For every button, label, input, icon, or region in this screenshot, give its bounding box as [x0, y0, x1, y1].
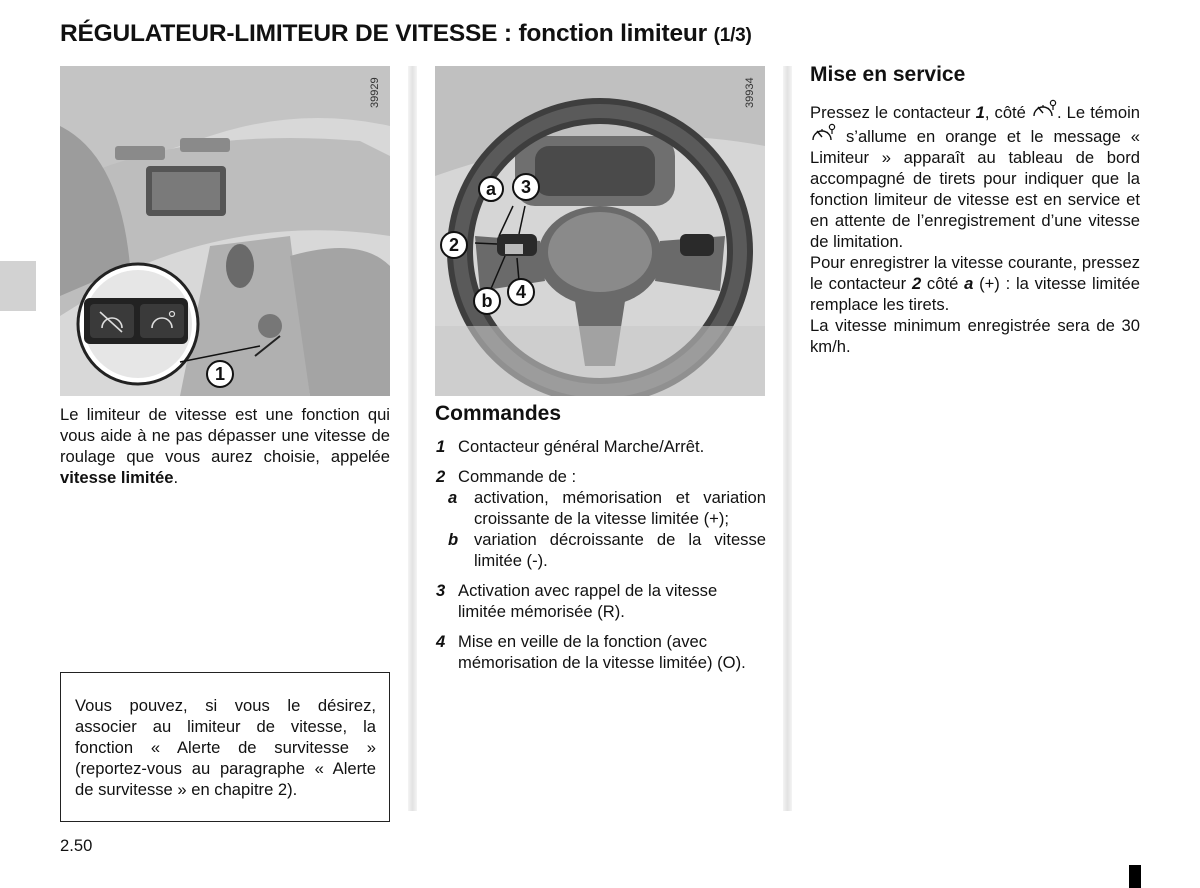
- steering-wheel-photo: [435, 66, 765, 396]
- text-fragment: Pour enregistrer la vitesse courante, pressez le contacteur: [810, 253, 1140, 293]
- mise-en-service-text: [810, 99, 1140, 357]
- list-item: [436, 580, 766, 622]
- page-title: [60, 20, 752, 48]
- switch-number: 2: [911, 274, 922, 293]
- speed-limiter-icon: [810, 123, 836, 145]
- sub-list-item: [436, 487, 766, 529]
- paragraph-activation: [810, 99, 1140, 252]
- item-number: 2: [436, 467, 446, 486]
- text-fragment: s’allume en orange et le message « Limiteur » apparaît au tableau de bord accompagné de tirets pour indiquer que la fonction limiteur de vitesse est en service et en attente de l’enregistrement d’une vitesse de limitation.: [810, 127, 1140, 251]
- speed-limiter-icon: [1031, 99, 1057, 121]
- switch-number: 1: [975, 103, 985, 122]
- dashboard-photo: [60, 66, 390, 396]
- steering-wheel-illustration: [435, 66, 765, 396]
- commands-list: [436, 436, 766, 682]
- callout-4: 4: [507, 278, 535, 306]
- corner-mark: [1129, 865, 1141, 888]
- paragraph-minimum-speed: La vitesse minimum enregistrée sera de 30 km/h.: [810, 316, 1140, 356]
- list-item: [436, 631, 766, 673]
- page-title-pagination: (1/3): [713, 25, 752, 46]
- page-title-main: RÉGULATEUR-LIMITEUR DE VITESSE : fonction limiteur: [60, 20, 707, 47]
- text-fragment: côté: [921, 274, 965, 293]
- column-divider-right: [783, 66, 792, 811]
- callout-b: b: [473, 287, 501, 315]
- text-fragment: , côté: [984, 103, 1031, 122]
- sub-item-text: activation, mémorisation et variation croissante de la vitesse limitée (+);: [474, 488, 766, 528]
- paragraph-record-speed: [810, 252, 1140, 315]
- switch-side-letter: a: [964, 274, 974, 293]
- callout-2: 2: [440, 231, 468, 259]
- item-text: Mise en veille de la fonction (avec mémorisation de la vitesse limitée) (O).: [458, 632, 746, 672]
- sub-item-letter: a: [448, 488, 458, 507]
- callout-1: 1: [206, 360, 234, 388]
- item-text: Contacteur général Marche/Arrêt.: [458, 437, 705, 456]
- note-box: [60, 672, 390, 822]
- intro-bold-term: vitesse limitée: [60, 468, 174, 487]
- item-text: Commande de :: [458, 467, 577, 486]
- text-fragment: Pressez le contacteur: [810, 103, 976, 122]
- intro-paragraph: [60, 404, 390, 488]
- item-number: 3: [436, 581, 446, 600]
- callout-3: 3: [512, 173, 540, 201]
- list-item: [436, 466, 766, 571]
- commandes-heading: Commandes: [435, 402, 562, 425]
- figure-reference-number: 39929: [369, 77, 381, 108]
- item-number: 1: [436, 437, 446, 456]
- item-number: 4: [436, 632, 446, 651]
- note-text: Vous pouvez, si vous le désirez, associer au limiteur de vitesse, la fonction « Alerte de survitesse » (reportez-vous au paragraphe « Alerte de survitesse » en chapitre 2).: [75, 696, 376, 799]
- column-divider-left: [408, 66, 417, 811]
- sub-item-letter: b: [448, 530, 459, 549]
- sub-item-text: variation décroissante de la vitesse limitée (-).: [474, 530, 766, 570]
- figure-reference-number: 39934: [744, 77, 756, 108]
- text-fragment: . Le témoin: [1056, 103, 1141, 122]
- page-number: 2.50: [60, 836, 93, 855]
- chapter-tab: [0, 261, 36, 311]
- text-fragment: (+) : la vitesse limitée remplace les tirets.: [810, 274, 1140, 314]
- list-item: [436, 436, 766, 457]
- mise-en-service-heading: Mise en service: [810, 63, 966, 86]
- callout-a: a: [478, 176, 504, 202]
- item-text: Activation avec rappel de la vitesse limitée mémorisée (R).: [458, 581, 718, 621]
- sub-list-item: [436, 529, 766, 571]
- intro-text-end: .: [173, 468, 179, 487]
- intro-text: Le limiteur de vitesse est une fonction qui vous aide à ne pas dépasser une vitesse de roulage que vous aurez choisie, appelée: [60, 405, 390, 466]
- dashboard-illustration: [60, 66, 390, 396]
